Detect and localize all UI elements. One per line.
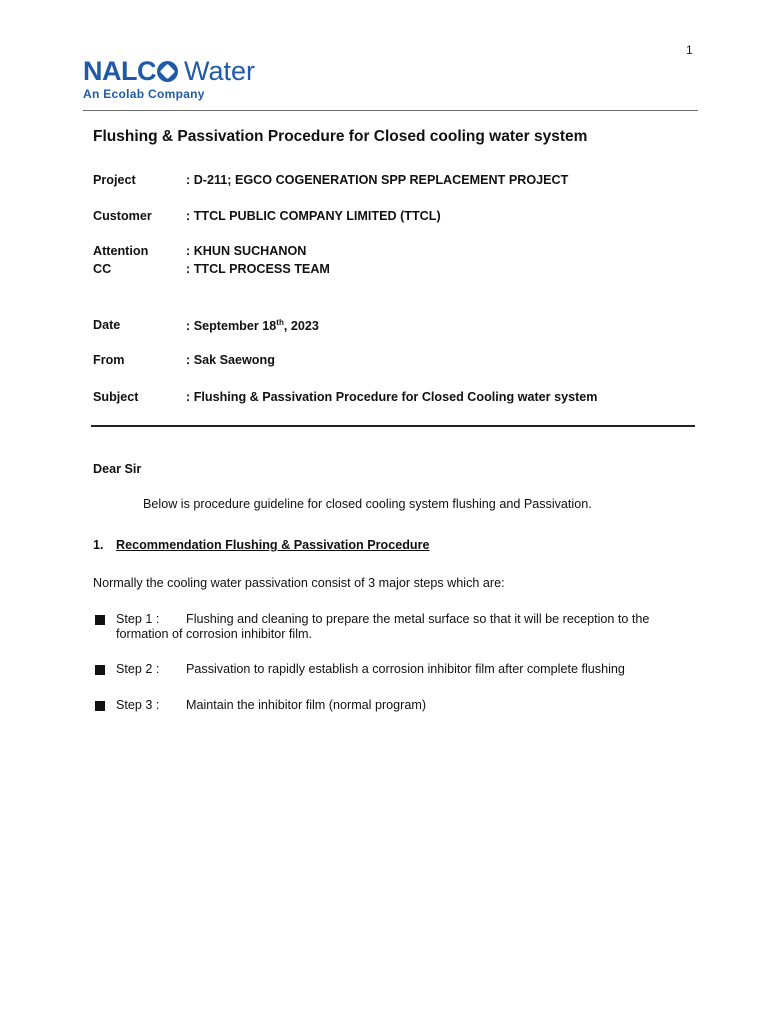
attention-label: Attention [93, 244, 149, 258]
customer-value: : TTCL PUBLIC COMPANY LIMITED (TTCL) [186, 209, 441, 223]
step-1-label: Step 1 : [116, 612, 160, 626]
section-heading [93, 538, 430, 552]
step-3-label: Step 3 : [116, 698, 160, 712]
logo-brand: NALC [83, 56, 156, 86]
section-title: Recommendation Flushing & Passivation Procedure [116, 538, 430, 552]
lead-paragraph: Normally the cooling water passivation consist of 3 major steps which are: [93, 576, 505, 590]
page-number: 1 [686, 43, 693, 57]
section-number: 1. [93, 538, 104, 552]
attention-value: : KHUN SUCHANON [186, 244, 307, 258]
cc-label: CC [93, 262, 112, 276]
bullet-square-icon [95, 701, 105, 711]
salutation: Dear Sir [93, 462, 142, 476]
subject-label: Subject [93, 390, 139, 404]
header-divider [91, 425, 695, 427]
bullet-square-icon [95, 615, 105, 625]
from-value: : Sak Saewong [186, 353, 275, 367]
logo-product: Water [184, 56, 256, 86]
customer-label: Customer [93, 209, 152, 223]
bullet-square-icon [95, 665, 105, 675]
step-1-continuation: formation of corrosion inhibitor film. [116, 627, 312, 641]
step-2-text: Passivation to rapidly establish a corrosion inhibitor film after complete flushing [186, 662, 625, 676]
project-value: : D-211; EGCO COGENERATION SPP REPLACEMENT PROJECT [186, 173, 569, 187]
step-2-label: Step 2 : [116, 662, 160, 676]
cc-value: : TTCL PROCESS TEAM [186, 262, 330, 276]
date-label: Date [93, 318, 121, 332]
top-divider [83, 110, 698, 111]
intro-paragraph: Below is procedure guideline for closed cooling system flushing and Passivation. [143, 497, 592, 511]
nalco-water-logo [83, 56, 255, 88]
logo-tagline: An Ecolab Company [83, 87, 205, 101]
document-title: Flushing & Passivation Procedure for Closed cooling water system [93, 128, 588, 145]
project-label: Project [93, 173, 136, 187]
logo-o-mark-icon [157, 61, 178, 82]
date-value: : September 18th, 2023 [186, 318, 319, 334]
step-1-text: Flushing and cleaning to prepare the metal surface so that it will be reception to the [186, 612, 650, 626]
subject-value: : Flushing & Passivation Procedure for Closed Cooling water system [186, 390, 598, 404]
step-3-text: Maintain the inhibitor film (normal program) [186, 698, 427, 712]
from-label: From [93, 353, 125, 367]
